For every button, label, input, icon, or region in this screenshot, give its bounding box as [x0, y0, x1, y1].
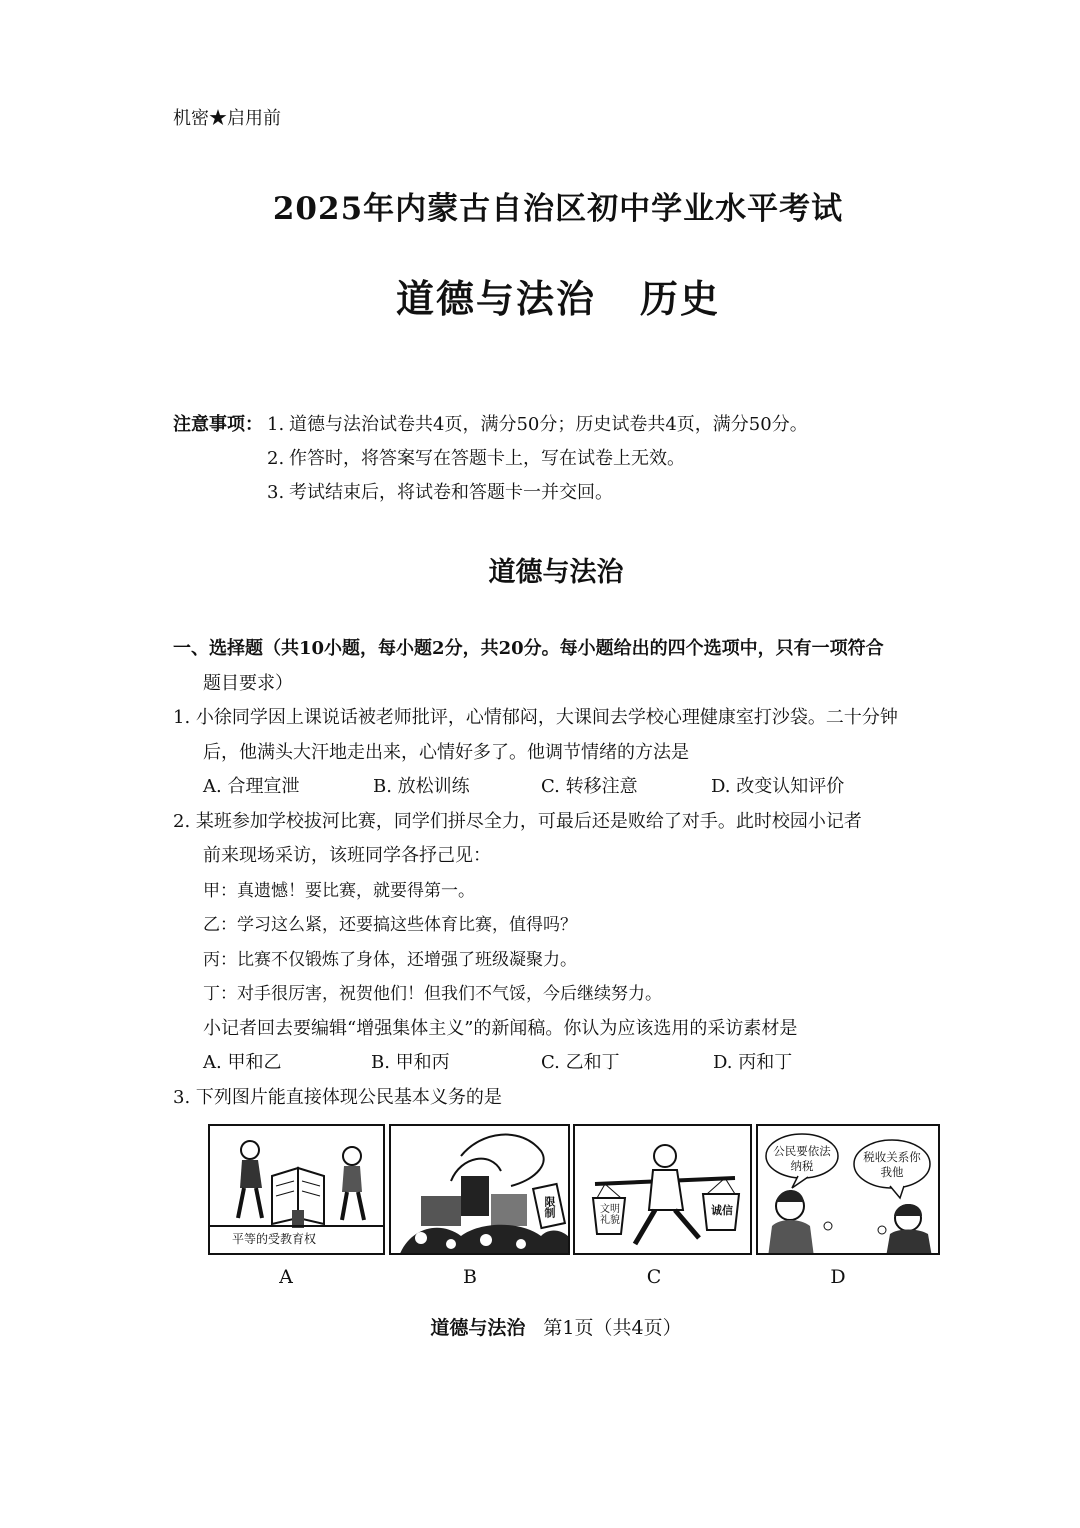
notes-block [173, 408, 808, 510]
q2-stem: 2. 某班参加学校拔河比赛，同学们拼尽全力，可最后还是败给了对手。此时校园小记者 [173, 810, 862, 832]
q2-view-bing: 丙：比赛不仅锻炼了身体，还增强了班级凝聚力。 [203, 949, 577, 970]
part-heading: 一、选择题（共10小题，每小题2分，共20分。每小题给出的四个选项中，只有一项符合 [173, 638, 884, 659]
footer-subject: 道德与法治 [430, 1317, 526, 1339]
q3-stem: 3. 下列图片能直接体现公民基本义务的是 [173, 1086, 502, 1108]
note-text: 道德与法治试卷共4页，满分50分；历史试卷共4页，满分50分。 [289, 414, 808, 435]
q1-options [173, 770, 963, 805]
q1-option-a: A. 合理宣泄 [203, 776, 300, 797]
notes-label: 注意事项： [173, 414, 263, 435]
picture-d [756, 1124, 940, 1255]
picture-d-bubble-2: 税收关系你我他 [863, 1150, 921, 1179]
picture-c-right-label: 诚信 [711, 1204, 733, 1217]
q1-option-c: C. 转移注意 [541, 776, 638, 797]
q2-option-c: C. 乙和丁 [541, 1052, 620, 1073]
q2-option-b: B. 甲和丙 [371, 1052, 450, 1073]
q1-stem-cont: 后，他满头大汗地走出来，心情好多了。他调节情绪的方法是 [203, 741, 689, 763]
q2-view-ding: 丁：对手很厉害，祝贺他们！但我们不气馁，今后继续努力。 [203, 984, 662, 1004]
q2-view-jia: 甲：真遗憾！要比赛，就要得第一。 [203, 880, 475, 901]
note-text: 作答时，将答案写在答题卡上，写在试卷上无效。 [289, 448, 685, 469]
picture-label-a: A [279, 1266, 293, 1288]
picture-b-sign: 限制 [543, 1196, 556, 1218]
confidential-mark: 机密★启用前 [173, 108, 281, 129]
polluted-city-illustration [391, 1126, 570, 1255]
picture-label-c: C [646, 1266, 662, 1288]
subject-a: 道德与法治 [395, 276, 596, 321]
note-num: 1. [267, 414, 285, 435]
q2-view-yi: 乙：学习这么紧，还要搞这些体育比赛，值得吗？ [203, 915, 577, 935]
page-footer [0, 1313, 1080, 1340]
picture-label-b: B [463, 1266, 477, 1288]
q2-option-d: D. 丙和丁 [713, 1052, 793, 1073]
exam-title: 2025年内蒙古自治区初中学业水平考试 [272, 191, 844, 227]
picture-a-caption: 平等的受教育权 [232, 1232, 317, 1246]
picture-d-bubble-1: 公民要依法纳税 [773, 1144, 831, 1173]
q1-option-b: B. 放松训练 [373, 776, 470, 797]
footer-page: 第1页（共4页） [543, 1317, 682, 1339]
note-num: 2. [267, 448, 285, 469]
picture-c-left-label: 文明礼貌 [600, 1204, 620, 1226]
subject-b: 历史 [640, 276, 721, 321]
picture-label-d: D [830, 1266, 846, 1288]
picture-c [573, 1124, 752, 1255]
carrying-pole-illustration [575, 1126, 752, 1255]
q2-stem-cont: 前来现场采访，该班同学各抒己见： [203, 845, 491, 866]
q2-prompt: 小记者回去要编辑“增强集体主义”的新闻稿。你认为应该选用的采访素材是 [203, 1017, 798, 1039]
note-text: 考试结束后，将试卷和答题卡一并交回。 [289, 482, 613, 503]
q1-option-d: D. 改变认知评价 [711, 776, 845, 797]
q2-options [173, 1046, 963, 1081]
part-heading-cont: 题目要求） [203, 672, 293, 694]
note-num: 3. [267, 482, 285, 503]
section-title: 道德与法治 [488, 557, 624, 588]
question-body [173, 632, 963, 1115]
subject-title [0, 268, 1080, 323]
picture-a [208, 1124, 385, 1255]
q1-stem: 1. 小徐同学因上课说话被老师批评，心情郁闷，大课间去学校心理健康室打沙袋。二十分钟 [173, 707, 898, 728]
q2-option-a: A. 甲和乙 [203, 1052, 282, 1073]
picture-b [389, 1124, 570, 1255]
